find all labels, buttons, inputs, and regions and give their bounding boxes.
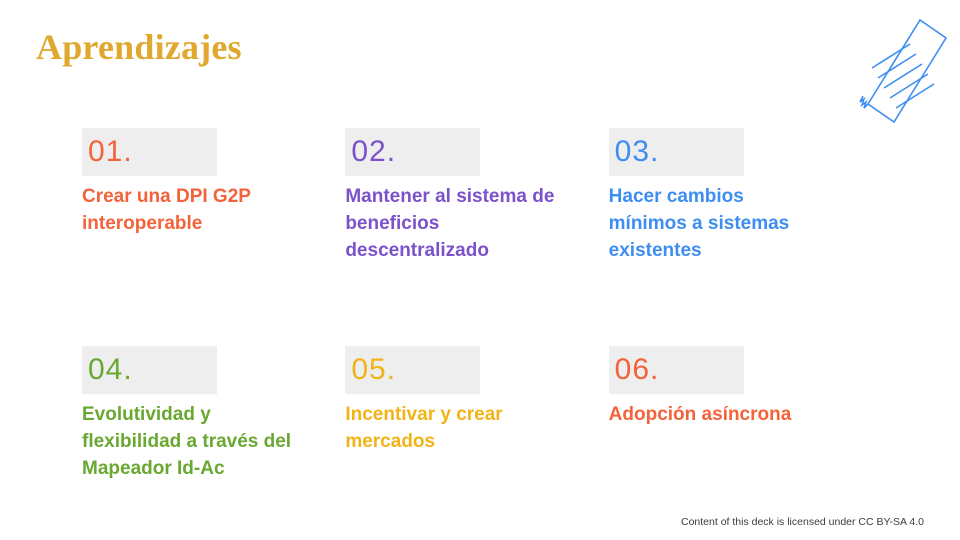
- learning-item-4: [82, 346, 345, 483]
- number-badge-3: [609, 128, 744, 176]
- learning-item-1: [82, 128, 345, 336]
- learning-label-3: Hacer cambios mínimos a sistemas existentes: [608, 186, 790, 261]
- number-badge-1: [82, 128, 217, 176]
- number-label-5: 05.: [351, 353, 397, 386]
- number-label-6: 06.: [614, 353, 660, 386]
- learning-item-6: [609, 346, 872, 483]
- number-label-2: 02.: [351, 135, 397, 168]
- number-label-3: 03.: [614, 135, 660, 168]
- ticket-illustration-icon: [760, 8, 950, 138]
- learning-label-5: Incentivar y crear mercados: [345, 404, 503, 452]
- page-title: Aprendizajes: [36, 27, 242, 67]
- number-badge-2: [345, 128, 480, 176]
- number-label-1: 01.: [88, 135, 133, 168]
- learning-item-3: [609, 128, 872, 336]
- number-badge-5: [345, 346, 480, 394]
- learning-label-6: Adopción asíncrona: [608, 404, 792, 425]
- learning-label-2: Mantener al sistema de beneficios descentralizado: [345, 186, 555, 261]
- number-label-4: 04.: [88, 353, 133, 386]
- number-badge-4: [82, 346, 217, 394]
- number-badge-6: [609, 346, 744, 394]
- learning-item-5: [345, 346, 608, 483]
- license-footer: Content of this deck is licensed under CC BY-SA 4.0: [681, 516, 924, 528]
- grid-row-2: [82, 346, 872, 483]
- grid-row-1: [82, 128, 872, 336]
- learning-label-4: Evolutividad y flexibilidad a través del Mapeador Id-Ac: [82, 404, 292, 479]
- learning-item-2: [345, 128, 608, 336]
- learning-label-1: Crear una DPI G2P interoperable: [82, 186, 251, 234]
- learnings-grid: [82, 128, 872, 483]
